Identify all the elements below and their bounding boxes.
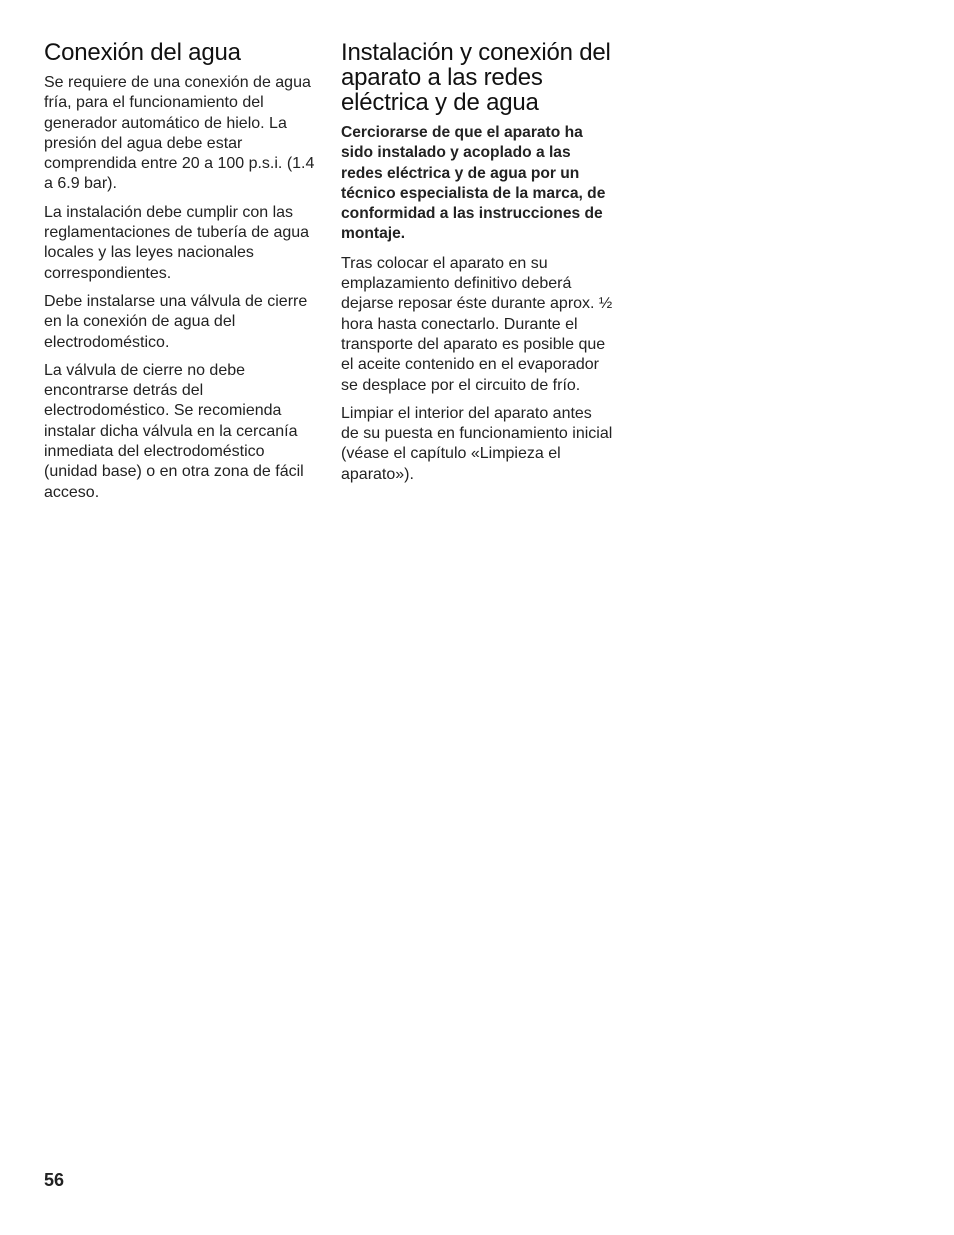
paragraph-rest-period: Tras colocar el aparato en su emplazamiento definitivo deberá dejarse reposar éste durante aprox. ½ hora hasta conectarlo. Durante el transporte del aparato es posible que el aceite contenido en el evaporador se desplace por el circuito de frío.: [341, 254, 613, 394]
section-title-water-connection: Conexión del agua: [44, 39, 241, 66]
left-column: [44, 40, 316, 511]
page-number: 56: [44, 1170, 65, 1190]
paragraph-valve-location: La válvula de cierre no debe encontrarse detrás del electrodoméstico. Se recomienda instalar dicha válvula en la cercanía inmediata del electrodoméstico (unidad base) o en otra zona de fácil acceso.: [44, 361, 304, 501]
section-title-installation: Instalación y conexión del aparato a las redes eléctrica y de agua: [341, 39, 611, 116]
paragraph-cold-water-requirement: Se requiere de una conexión de agua fría, para el funcionamiento del generador automático de hielo. La presión del agua debe estar comprendida entre 20 a 100 p.s.i. (1.4 a 6.9 bar).: [44, 74, 315, 193]
paragraph-regulations: La instalación debe cumplir con las reglamentaciones de tubería de agua locales y las leyes nacionales correspondientes.: [44, 203, 310, 282]
right-column: [341, 40, 613, 493]
paragraph-lead-warning: Cerciorarse de que el aparato ha sido instalado y acoplado a las redes eléctrica y de agua por un técnico especialista de la marca, de conformidad a las instrucciones de montaje.: [341, 124, 606, 243]
paragraph-shutoff-valve: Debe instalarse una válvula de cierre en la conexión de agua del electrodoméstico.: [44, 292, 308, 351]
paragraph-clean-interior: Limpiar el interior del aparato antes de su puesta en funcionamiento inicial (véase el capítulo «Limpieza el aparato»).: [341, 404, 613, 483]
